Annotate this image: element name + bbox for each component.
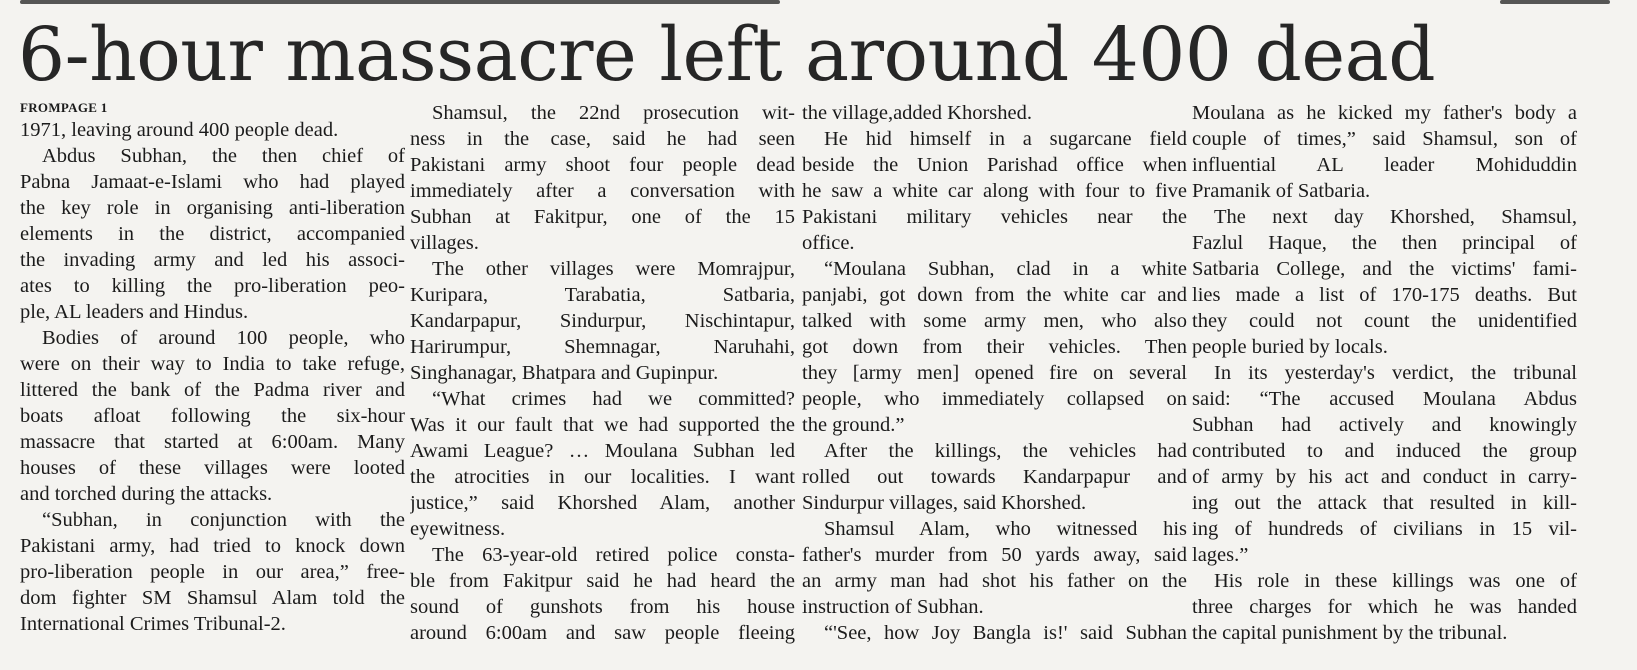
text-line: Moulana as he kicked my father's body a — [1192, 102, 1577, 124]
text-line: around 6:00am and saw people fleeing — [410, 622, 795, 644]
text-line: of army by his act and conduct in carry- — [1192, 466, 1577, 488]
text-line: Harirumpur, Shemnagar, Naruhahi, — [410, 336, 795, 358]
text-line: “Subhan, in conjunction with the — [42, 509, 405, 531]
text-line: and torched during the attacks. — [20, 483, 273, 505]
text-line: the key role in organising anti-liberation — [20, 197, 405, 219]
text-line: International Crimes Tribunal-2. — [20, 613, 286, 635]
text-line: were on their way to India to take refuge, — [20, 353, 405, 375]
text-line: The next day Khorshed, Shamsul, — [1214, 206, 1577, 228]
text-line: the ground.” — [802, 414, 905, 436]
text-line: elements in the district, accompanied — [20, 223, 405, 245]
text-line: Fazlul Haque, the then principal of — [1192, 232, 1577, 254]
cropped-text-fragment — [1500, 0, 1610, 4]
text-line: In its yesterday's verdict, the tribunal — [1214, 362, 1577, 384]
text-line: houses of these villages were looted — [20, 457, 405, 479]
text-line: The other villages were Momrajpur, — [432, 258, 795, 280]
text-line: Kandarpapur, Sindurpur, Nischintapur, — [410, 310, 795, 332]
text-line: Awami League? … Moulana Subhan led — [410, 440, 795, 462]
text-line: ness in the case, said he had seen — [410, 128, 795, 150]
text-line: Sindurpur villages, said Khorshed. — [802, 492, 1087, 514]
text-line: Shamsul, the 22nd prosecution wit- — [432, 102, 795, 124]
text-line: ble from Fakitpur said he had heard the — [410, 570, 795, 592]
text-line: ple, AL leaders and Hindus. — [20, 301, 249, 323]
text-line: 1971, leaving around 400 people dead. — [20, 119, 339, 141]
text-line: Pakistani army, had tried to knock down — [20, 535, 405, 557]
text-line: lies made a list of 170-175 deaths. But — [1192, 284, 1577, 306]
text-line: massacre that started at 6:00am. Many — [20, 431, 405, 453]
text-line: Singhanagar, Bhatpara and Gupinpur. — [410, 362, 719, 384]
text-line: people, who immediately collapsed on — [802, 388, 1187, 410]
text-line: immediately after a conversation with — [410, 180, 795, 202]
text-line: said: “The accused Moulana Abdus — [1192, 388, 1577, 410]
text-line: justice,” said Khorshed Alam, another — [410, 492, 795, 514]
text-line: Satbaria College, and the victims' fami- — [1192, 258, 1577, 280]
cropped-text-fragment — [20, 0, 780, 4]
text-line: Pabna Jamaat-e-Islami who had played — [20, 171, 405, 193]
text-line: “'See, how Joy Bangla is!' said Subhan — [824, 622, 1187, 644]
column-1 — [20, 100, 405, 637]
text-line: they [army men] opened fire on several — [802, 362, 1187, 384]
text-line: the invading army and led his associ- — [20, 249, 405, 271]
text-line: couple of times,” said Shamsul, son of — [1192, 128, 1577, 150]
jump-kicker: FROMPAGE 1 — [20, 100, 108, 115]
text-line: After the killings, the vehicles had — [824, 440, 1187, 462]
article-headline: 6-hour massacre left around 400 dead — [18, 12, 1436, 98]
text-line: talked with some army men, who also — [802, 310, 1187, 332]
text-line: Abdus Subhan, the then chief of — [42, 145, 405, 167]
text-line: he saw a white car along with four to five — [802, 180, 1187, 202]
text-line: Shamsul Alam, who witnessed his — [824, 518, 1187, 540]
text-line: three charges for which he was handed — [1192, 596, 1577, 618]
text-line: the capital punishment by the tribunal. — [1192, 622, 1508, 644]
text-line: influential AL leader Mohiduddin — [1192, 154, 1577, 176]
text-line: The 63-year-old retired police consta- — [432, 544, 795, 566]
text-line: Pakistani army shoot four people dead — [410, 154, 795, 176]
text-line: instruction of Subhan. — [802, 596, 984, 618]
text-line: an army man had shot his father on the — [802, 570, 1187, 592]
column-2 — [410, 100, 795, 646]
text-line: father's murder from 50 yards away, said — [802, 544, 1187, 566]
text-line: ates to killing the pro-liberation peo- — [20, 275, 405, 297]
text-line: they could not count the unidentified — [1192, 310, 1577, 332]
text-line: panjabi, got down from the white car and — [802, 284, 1187, 306]
text-line: villages. — [410, 232, 479, 254]
column-3 — [802, 100, 1187, 646]
masthead-strip — [0, 0, 1637, 7]
text-line: ing out the attack that resulted in kill- — [1192, 492, 1577, 514]
text-line: He hid himself in a sugarcane field — [824, 128, 1187, 150]
text-line: Pakistani military vehicles near the — [802, 206, 1187, 228]
text-line: littered the bank of the Padma river and — [20, 379, 405, 401]
text-line: “Moulana Subhan, clad in a white — [824, 258, 1187, 280]
text-line: boats afloat following the six-hour — [20, 405, 405, 427]
text-line: rolled out towards Kandarpapur and — [802, 466, 1187, 488]
text-line: dom fighter SM Shamsul Alam told the — [20, 587, 405, 609]
text-line: Was it our fault that we had supported the — [410, 414, 795, 436]
text-line: office. — [802, 232, 855, 254]
text-line: lages.” — [1192, 544, 1249, 566]
text-line: ing of hundreds of civilians in 15 vil- — [1192, 518, 1577, 540]
text-line: contributed to and induced the group — [1192, 440, 1577, 462]
text-line: Pramanik of Satbaria. — [1192, 180, 1371, 202]
text-line: eyewitness. — [410, 518, 506, 540]
text-line: the atrocities in our localities. I want — [410, 466, 795, 488]
text-line: people buried by locals. — [1192, 336, 1388, 358]
text-line: beside the Union Parishad office when — [802, 154, 1187, 176]
text-line: sound of gunshots from his house — [410, 596, 795, 618]
text-line: Subhan had actively and knowingly — [1192, 414, 1577, 436]
column-4 — [1192, 100, 1577, 646]
text-line: Subhan at Fakitpur, one of the 15 — [410, 206, 795, 228]
text-line: pro-liberation people in our area,” free- — [20, 561, 405, 583]
article-body — [20, 100, 1620, 660]
text-line: got down from their vehicles. Then — [802, 336, 1187, 358]
text-line: Kuripara, Tarabatia, Satbaria, — [410, 284, 795, 306]
text-line: Bodies of around 100 people, who — [42, 327, 405, 349]
text-line: the village,added Khorshed. — [802, 102, 1032, 124]
text-line: His role in these killings was one of — [1214, 570, 1577, 592]
text-line: “What crimes had we committed? — [432, 388, 795, 410]
